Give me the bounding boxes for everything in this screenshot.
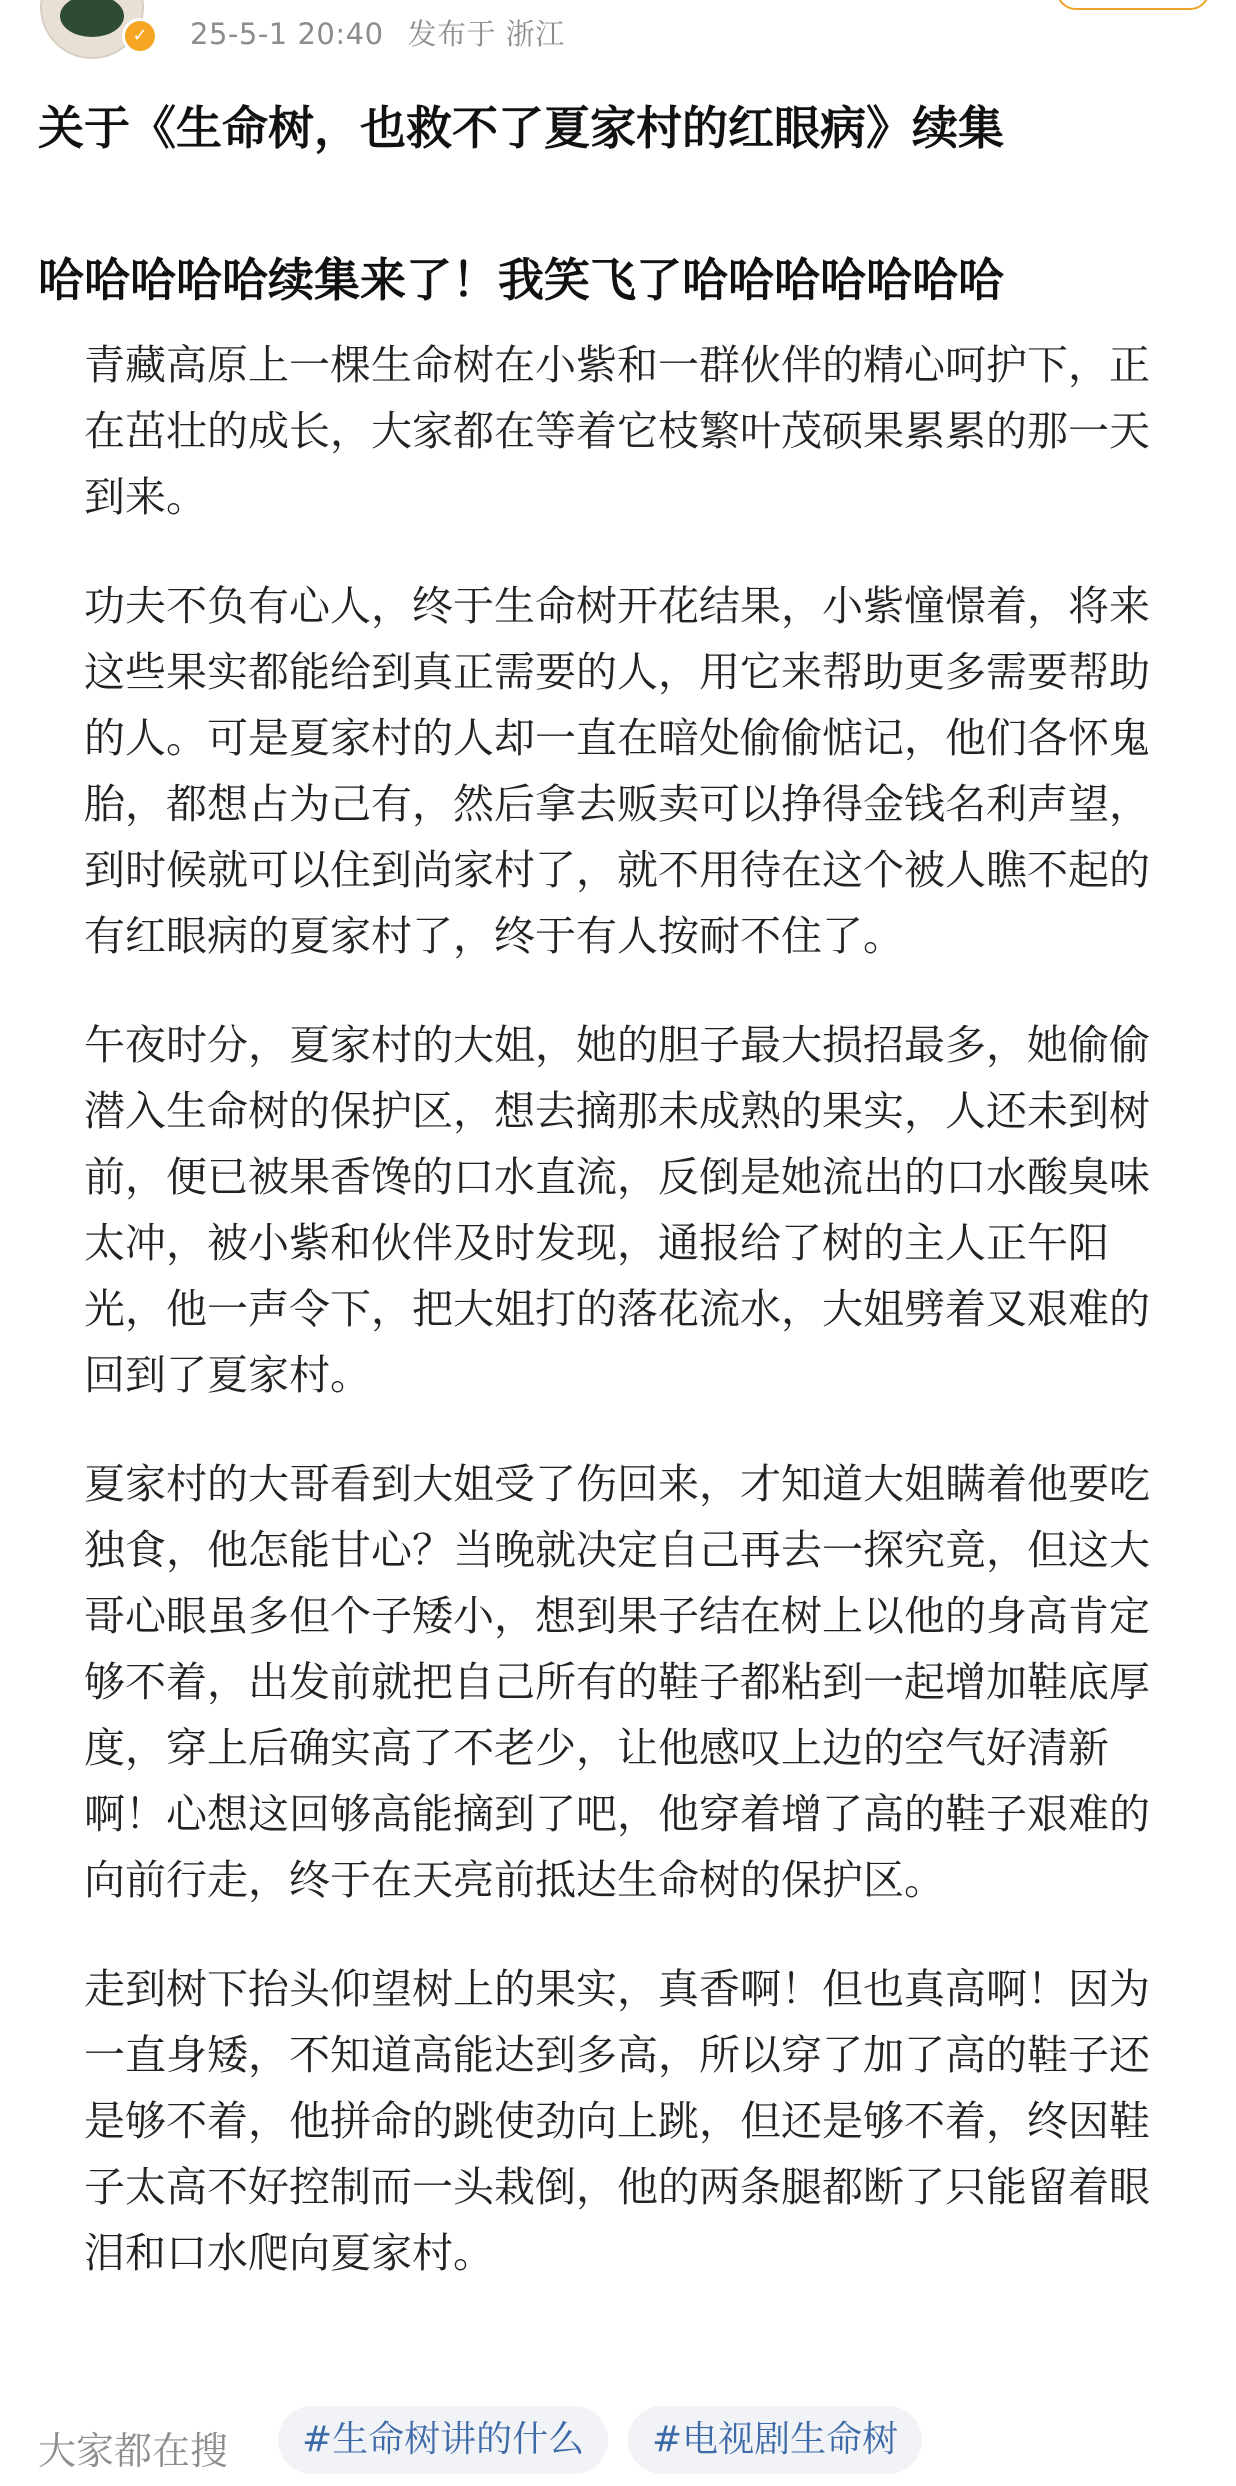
post-date: 25-5-1 20:40: [190, 17, 384, 51]
trending-search-bar: [38, 2406, 1218, 2476]
post-title: 关于《生命树，也救不了夏家村的红眼病》续集: [38, 101, 1004, 155]
paragraph: 夏家村的大哥看到大姐受了伤回来，才知道大姐瞒着他要吃独食，他怎能甘心？当晚就决定自己再去一探究竟，但这大哥心眼虽多但个子矮小，想到果子结在树上以他的身高肯定够不着，出发前就把自己所有的鞋子都粘到一起增加鞋底厚度，穿上后确实高了不老少，让他感叹上边的空气好清新啊！心想这回够高能摘到了吧，他穿着增了高的鞋子艰难的向前行走，终于在天亮前抵达生命树的保护区。: [84, 1460, 1150, 1904]
trending-tag[interactable]: #生命树讲的什么: [278, 2406, 608, 2474]
post-meta: [190, 12, 589, 53]
paragraph: 午夜时分，夏家村的大姐，她的胆子最大损招最多，她偷偷潜入生命树的保护区，想去摘那未成熟的果实，人还未到树前，便已被果香馋的口水直流，反倒是她流出的口水酸臭味太冲，被小紫和伙伴及时发现，通报给了树的主人正午阳光，他一声令下，把大姐打的落花流水，大姐劈着叉艰难的回到了夏家村。: [84, 1021, 1150, 1399]
paragraph: 青藏高原上一棵生命树在小紫和一群伙伴的精心呵护下，正在茁壮的成长，大家都在等着它枝繁叶茂硕果累累的那一天到来。: [84, 341, 1150, 521]
verified-badge-icon: ✓: [122, 18, 158, 54]
fade-overlay: [978, 2406, 1236, 2476]
trending-label: 大家都在搜: [38, 2429, 229, 2473]
paragraph: 功夫不负有心人，终于生命树开花结果，小紫憧憬着，将来这些果实都能给到真正需要的人，用它来帮助更多需要帮助的人。可是夏家村的人却一直在暗处偷偷惦记，他们各怀鬼胎，都想占为己有，然后拿去贩卖可以挣得金钱名利声望，到时候就可以住到尚家村了，就不用待在这个被人瞧不起的有红眼病的夏家村了，终于有人按耐不住了。: [84, 582, 1150, 960]
avatar-image: [60, 0, 124, 37]
post-location: 发布于 浙江: [407, 17, 565, 51]
paragraph: 走到树下抬头仰望树上的果实，真香啊！但也真高啊！因为一直身矮，不知道高能达到多高，所以穿了加了高的鞋子还是够不着，他拼命的跳使劲向上跳，但还是够不着，终因鞋子太高不好控制而一头栽倒，他的两条腿都断了只能留着眼泪和口水爬向夏家村。: [84, 1965, 1150, 2277]
follow-button[interactable]: [1056, 0, 1210, 10]
trending-tag[interactable]: #电视剧生命树: [628, 2406, 922, 2474]
post-header: [0, 0, 1236, 70]
post-subtitle: 哈哈哈哈哈续集来了！我笑飞了哈哈哈哈哈哈哈: [38, 253, 1004, 307]
post-body: [84, 332, 1164, 2329]
